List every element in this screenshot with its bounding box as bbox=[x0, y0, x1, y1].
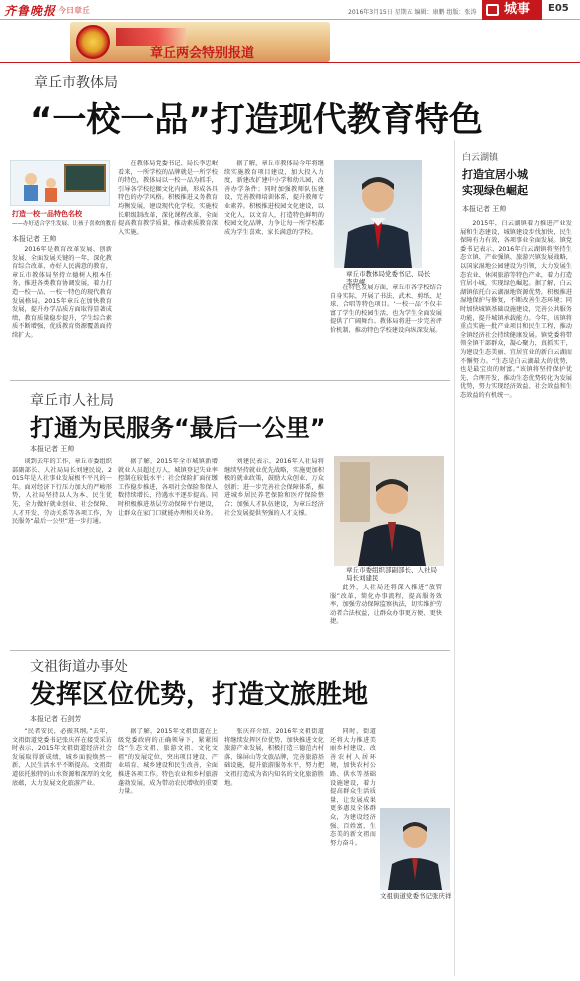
article2-column-4: 此外，人社局还将深入推进“放管服”改革，简化办事流程，提高服务效率，加强劳动保障监察执法，切实维护劳动者合法权益，让群众办事更方便、更快捷。 bbox=[330, 584, 442, 626]
illustration-classroom bbox=[10, 160, 110, 206]
article1-kicker: 章丘市教体局 bbox=[34, 75, 118, 91]
page-number: E05 bbox=[548, 3, 569, 14]
portrait-education-director bbox=[334, 160, 422, 268]
sidebar-body: 2015年，白云湖镇着力推进产业发展和生态建设，城镇建设步伐加快，民生保障有力有效，各项事业全面发展。镇党委书记表示，2016年白云湖镇将坚持生态立镇、产业强镇、旅游兴镇发展战略，以国家湿地公园建设为引领，大力发展生态农业、休闲旅游等特色产业，着力打造宜居小城，实现绿色崛起。据了解，白云湖镇依托白云湖湿地资源优势，积极推进湿地保护与修复，不断改善生态环境；同时加快城镇基础设施建设，完善公共服务功能，提升城镇承载能力。今年，该镇将重点实施一批产业项目和民生工程，推动全镇经济社会持续健康发展。镇党委将带领全镇干部群众，凝心聚力，真抓实干，为建设生态美丽、宜居宜业的新白云湖而不懈努力。“生态是白云湖最大的优势，也是最宝贵的财富。”该镇将坚持保护优先、合理开发，推动生态优势转化为发展优势，努力实现经济效益、社会效益和生态效益的有机统一。 bbox=[460, 220, 572, 399]
national-emblem-icon bbox=[76, 25, 110, 59]
article1-column-3: 据了解，章丘市教体局今年将继续实施教育项目建设，加大投入力度，新建改扩建中小学和幼儿园，改善办学条件；同时加强教师队伍建设，完善教师培训体系，提升教师专业素养。积极推进校园文化建设，以文化人，以文育人，打造特色鲜明的校园文化品牌，力争让每一所学校都成为学生喜欢、家长满意的学校。 bbox=[224, 160, 324, 236]
article2-headline: 打通为民服务“最后一公里” bbox=[30, 414, 326, 442]
sidebar-kicker: 白云湖镇 bbox=[462, 153, 499, 163]
issue-info: 2016年3月15日 星期五 编辑：康鹏 组版：张涛 bbox=[348, 9, 477, 16]
article2-photo-caption: 章丘市委组织部副部长、人社局局长刘建民 bbox=[346, 566, 437, 582]
portrait-hr-director bbox=[334, 456, 444, 566]
column-divider bbox=[454, 140, 455, 976]
article1-photo-caption: 章丘市教体局党委书记、局长李忠岷 bbox=[346, 270, 431, 286]
section-icon bbox=[486, 4, 499, 16]
section-label bbox=[482, 0, 542, 20]
divider bbox=[0, 62, 580, 63]
article3-column-1: “民者安民，必振其纲。”去年，文祖街道党委书记张庆祥在接受采访时表示，2015年文祖街道经济社会发展取得新成绩，城乡面貌焕然一新，人民生活水平不断提高。文祖街道依托独特的山水资源和深厚的文化底蕴，大力发展文化旅游产业。 bbox=[12, 728, 112, 787]
article1-column-2: 在教体局党委书记、局长李忠岷看来，一所学校的品牌就是一所学校的特色，教体局以一校一品为抓手，引导各学校挖掘文化内涵，形成各具特色的办学风格。积极推进义务教育均衡发展，建设现代化学校，实施校长职级制改革，深化课程改革，全面提高教育教学质量，推动素质教育深入实施。 bbox=[118, 160, 218, 236]
article2-byline: 本报记者 王帅 bbox=[30, 445, 75, 453]
article3-byline: 本报记者 石剑芳 bbox=[30, 715, 82, 723]
article1-column-1: 2016年是教育改革发展、创新发展、全面发展关键的一年，深化教育综合改革，办好人民满意的教育，章丘市教体局坚持立德树人根本任务，推进各类教育协调发展，着力打造一校一品、一校一特色的现代教育发展格局。2015年章丘在加快教育发展，提升办学品质方面取得显著成绩，教育质量稳步提升，学生综合素质不断增强，优质教育资源覆盖面持续扩大。 bbox=[12, 246, 112, 339]
sidebar-byline: 本报记者 王帅 bbox=[462, 205, 507, 213]
article3-headline: 发挥区位优势，打造文旅胜地 bbox=[30, 680, 369, 710]
article2-kicker: 章丘市人社局 bbox=[30, 393, 114, 409]
divider bbox=[10, 380, 450, 381]
article3-column-4: 同时，街道还将大力推进美丽乡村建设，改善农村人居环境，加快农村公路、供水等基础设施建设，着力提高群众生活质量，让发展成果更多惠及全体群众，为建设经济强、百姓富、生态美的新文祖而努力奋斗。 bbox=[330, 728, 376, 847]
article1-byline: 本报记者 王帅 bbox=[12, 235, 57, 243]
edition-name: 今日章丘 bbox=[58, 6, 90, 15]
article2-column-2: 据了解，2015年全市城镇新增就业人员超过万人，城镇登记失业率控制在较低水平；社会保险扩面征缴工作稳步推进，各项社会保险参保人数持续增长，待遇水平逐步提高。同时积极推进基层劳动保障平台建设，让群众在家门口就能办理相关业务。 bbox=[118, 458, 218, 517]
article1-headline: “一校一品”打造现代教育特色 bbox=[30, 100, 483, 140]
banner-title: 章丘两会特别报道 bbox=[150, 46, 255, 61]
article3-kicker: 文祖街道办事处 bbox=[30, 659, 128, 675]
newspaper-logo: 齐鲁晚报 bbox=[4, 4, 57, 18]
portrait-subdistrict-secretary bbox=[380, 808, 450, 890]
illustration-title: 打造一校一品特色名校 bbox=[12, 210, 82, 218]
section-name: 城事 bbox=[504, 2, 531, 17]
sidebar-title-line1: 打造宜居小城 bbox=[462, 168, 528, 181]
article2-column-3: 刘建民表示，2016年人社局将继续坚持就业优先战略，实施更加积极的就业政策，鼓励大众创业、万众创新；进一步完善社会保障体系，推进城乡居民养老保险和医疗保险整合；加强人才队伍建设，为章丘经济社会发展提供坚强的人才支撑。 bbox=[224, 458, 324, 517]
divider bbox=[10, 650, 450, 651]
article3-column-3: 张庆祥介绍，2016年文祖街道将继续发挥区位优势，加快推进文化旅游产业发展，积极打造三德范古村落、锦屏山等文旅品牌，完善旅游基础设施，提升旅游服务水平，努力把文祖打造成为省内知名的文化旅游胜地。 bbox=[224, 728, 324, 787]
article2-column-1: 谈到去年的工作，章丘市委组织部副部长、人社局局长刘建民说，2015年是人社事业发展极不平凡的一年。面对经济下行压力加大的严峻形势，人社局坚持以人为本、民生优先，全力做好就业创业、社会保障、人才开发、劳动关系等各项工作，为民服务“最后一公里”进一步打通。 bbox=[12, 458, 112, 526]
masthead bbox=[0, 0, 580, 20]
article3-photo-caption: 文祖街道党委书记张庆祥 bbox=[380, 892, 452, 900]
sidebar-title-line2: 实现绿色崛起 bbox=[462, 184, 528, 197]
article3-column-2: 据了解，2015年文祖街道在上级党委政府的正确领导下，紧紧围绕“生态文祖、旅游文祖、文化文祖”的发展定位，突出项目建设、产业培育、城乡建设和民生改善，全面推进各项工作。特色农业和乡村旅游蓬勃发展，成为带动农民增收的重要力量。 bbox=[118, 728, 218, 796]
illustration-subtitle: ——办好适合学生发展、让孩子喜欢的教育 bbox=[12, 221, 117, 227]
article1-column-4: 在特色发展方面，章丘市各学校结合自身实际，开展了书法、武术、剪纸、足球、合唱等特色项目。‘一校一品’不仅丰富了学生的校园生活，也为学生全面发展提供了广阔舞台。教体局将进一步完善评价机制，推动特色学校建设向纵深发展。 bbox=[330, 284, 442, 334]
